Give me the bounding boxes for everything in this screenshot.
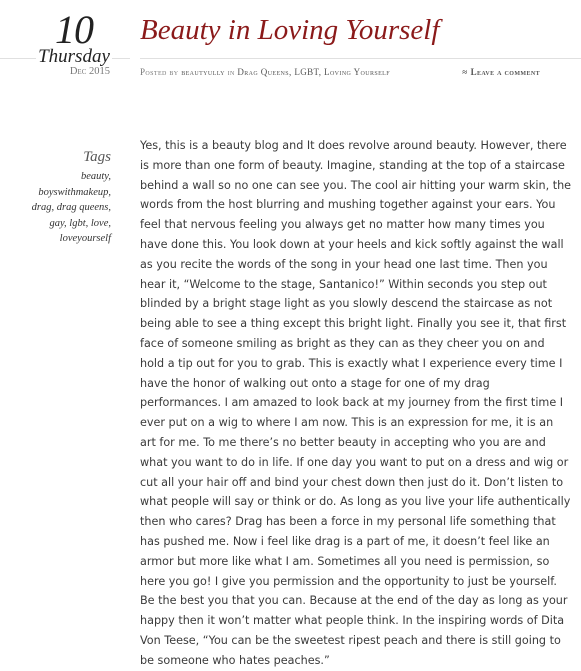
tag-link[interactable]: beauty: [80, 171, 109, 182]
author-link[interactable]: beautyully: [181, 67, 225, 77]
tag-link[interactable]: gay: [49, 217, 65, 229]
meta-prefix: Posted by: [140, 67, 179, 77]
post-date-month: Dec 2015: [69, 66, 110, 77]
date-divider-left: [0, 58, 36, 59]
date-divider-right: [112, 58, 130, 59]
post-date: [36, 7, 112, 78]
meta-in: in: [227, 67, 235, 77]
leave-comment-link[interactable]: [462, 67, 540, 77]
tag-link[interactable]: drag: [31, 202, 52, 214]
comment-icon: ≈: [462, 67, 468, 77]
tags-section: [8, 148, 111, 247]
post-date-weekday: Thursday: [38, 46, 110, 67]
tags-list: beauty, boyswithmakeup, drag, drag queens, gay, lgbt, love, loveyourself: [31, 171, 111, 245]
post-date-day: 10: [55, 7, 93, 52]
tag-link[interactable]: boyswithmakeup: [38, 186, 109, 198]
tag-link[interactable]: drag queens: [56, 202, 109, 214]
post-title[interactable]: Beauty in Loving Yourself: [140, 14, 440, 46]
tag-link[interactable]: love: [90, 217, 109, 229]
categories-links[interactable]: Drag Queens, LGBT, Loving Yourself: [237, 67, 390, 77]
tags-heading: Tags: [83, 149, 111, 165]
tag-link[interactable]: loveyourself: [59, 233, 111, 245]
tag-link[interactable]: lgbt: [69, 217, 86, 229]
post-body: Yes, this is a beauty blog and It does revolve around beauty. However, there is more than one form of beauty. Imagine, standing at the top of a staircase behind a wall so no one can see you. The cool air hitting your warm skin, the words from the host blurring and mushing together against your ears. You feel that nervous feeling you always get no matter how many times you have done this. You look down at your heels and kick softly against the wall as you recite the words of the song in your head one last time. Then you hear it, “Welcome to the stage, Santanico!” Within seconds you step out blinded by a bright stage light as you slowly descend the staircase as not being able to see a thing except this bright light. Finally you see it, that first face of someone smiling as bright as they can as they cheer you on and hold a tip out for you to grab. This is exactly what I experience every time I have the honor of walking out onto a stage for one of my drag performances. I am amazed to look back at my journey from the first time I ever put on a wig to where I am now. This is an expression for me, it is an art for me. To me there’s no better beauty in accepting who you are and what you want to do in life. If one day you want to put on a dress and wig or cut all your hair off and bind your chest down then just do it. Don’t listen to what people will say or think or do. As long as you live your life authentically then who cares? Drag has been a force in my personal life something that has pushed me. Now i feel like drag is a part of me, it doesn’t feel like an armor but more like what I am. Sometimes all you need is permission, so here you go! I give you permission and the opportunity to just be yourself. Be the best you that you can. Because at the end of the day as long as your happy then it won’t matter what people think. In the inspiring words of Dita Von Teese, “You can be the sweetest ripest peach and there is still going to be someone who hates peaches.”: [140, 139, 572, 667]
post-meta: [140, 67, 390, 77]
leave-comment-label: Leave a comment: [470, 67, 540, 77]
meta-divider: [140, 58, 581, 59]
